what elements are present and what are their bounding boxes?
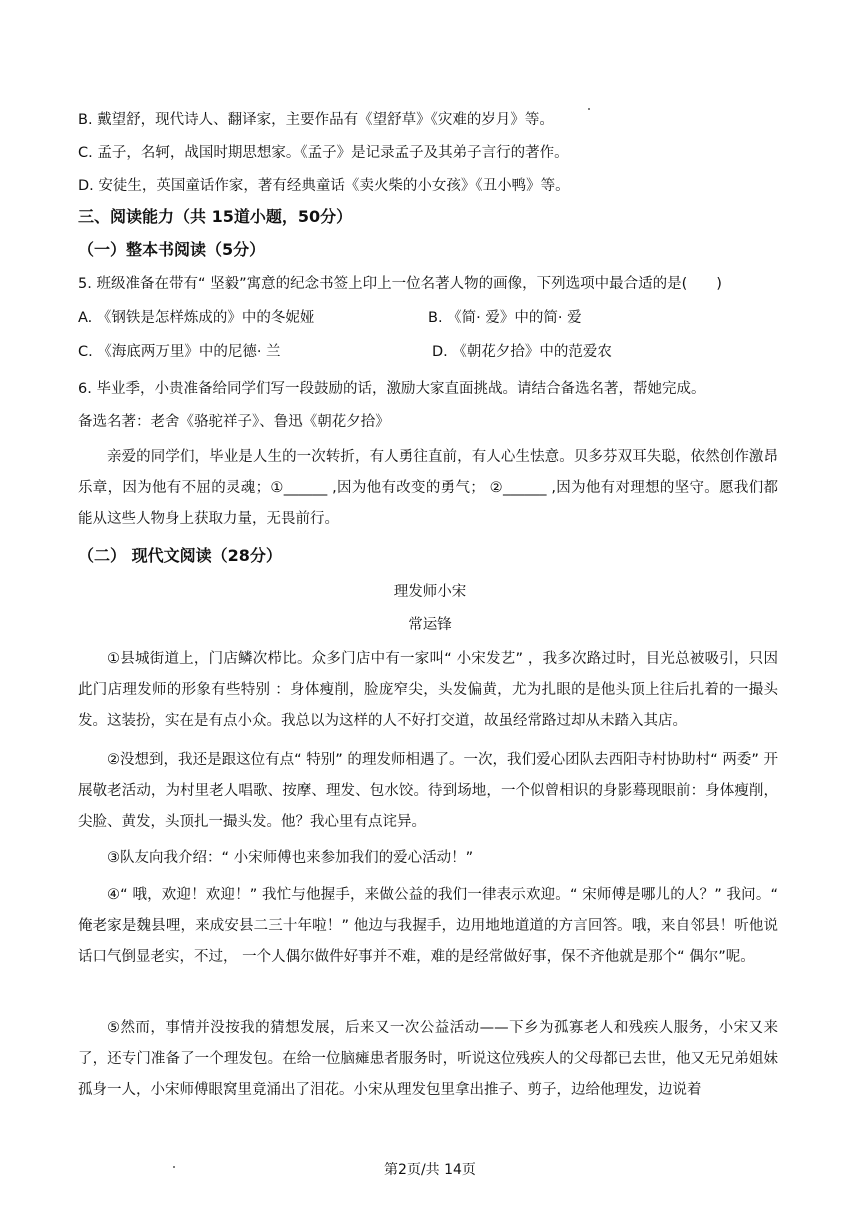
question-5-option-a: A. 《钢铁是怎样炼成的》中的冬妮娅: [78, 310, 315, 326]
question-5-option-c: C. 《海底两万里》中的尼德· 兰: [78, 344, 281, 360]
paragraph-text: ①县城街道上，门店鳞次栉比。众多门店中有一家叫“ 小宋发艺” ，我多次路过时，目光总被吸引，只因此门店理发师的形象有些特别 ：身体瘦削，脸庞窄尖，头发偏黄，尤为扎眼的是他头顶上往后扎着的一撮头发。这装扮，实在是有点小众。我总以为这样的人不好打交道，故虽经常路过却从未踏入其店。: [78, 651, 778, 729]
paragraph-text: ⑤然而，事情并没按我的猜想发展，后来又一次公益活动——下乡为孤寡老人和残疾人服务，小宋又来了，还专门准备了一个理发包。在给一位脑瘫患者服务时，听说这位残疾人的父母都已去世，他又无兄弟姐妹孤身一人，小宋师傅眼窝里竟涌出了泪花。小宋从理发包里拿出推子、剪子，边给他理发，边说着: [78, 1020, 778, 1098]
paragraph-text: ③队友向我介绍：“ 小宋师傅也来参加我们的爱心活动！”: [107, 850, 474, 866]
decorative-dot: [588, 108, 590, 110]
subsection-heading-whole-book: （一）整本书阅读（5分）: [78, 240, 266, 259]
article-paragraph-3: [78, 843, 778, 874]
question-6-stem: 6. 毕业季，小贵准备给同学们写一段鼓励的话，激励大家直面挑战。请结合备选名著，帮她完成。: [78, 381, 706, 397]
question-6-candidates: 备选名著：老舍《骆驼祥子》、鲁迅《朝花夕拾》: [78, 414, 390, 430]
section-heading: 三、阅读能力（共 15道小题，50分）: [78, 207, 353, 226]
option-d: D. 安徒生，英国童话作家，著有经典童话《卖火柴的小女孩》《丑小鸭》等。: [78, 178, 570, 194]
question-5-option-b: B. 《简· 爱》中的简· 爱: [428, 310, 582, 326]
article-paragraph-4: [78, 880, 778, 973]
subsection-heading-modern-text: （二） 现代文阅读（28分）: [78, 546, 282, 565]
question-6-passage: [78, 442, 778, 535]
article-paragraph-2: [78, 745, 778, 838]
page-footer: 第2页/共 14页: [384, 1162, 476, 1178]
question-6-passage-text: 亲爱的同学们，毕业是人生的一次转折，有人勇往直前，有人心生怯意。贝多芬双耳失聪，依然创作激昂乐章，因为他有不屈的灵魂；①______ ,因为他有改变的勇气； ②______ ,因为他有对理想的坚守。愿我们都能从这些人物身上获取力量，无畏前行。: [78, 449, 778, 527]
article-paragraph-1: [78, 644, 778, 737]
question-5-stem: 5. 班级准备在带有“ 坚毅”寓意的纪念书签上印上一位名著人物的画像，下列选项中最合适的是( ): [78, 276, 722, 292]
paragraph-text: ②没想到，我还是跟这位有点“ 特别” 的理发师相遇了。一次，我们爱心团队去西阳寺村协助村“ 两委” 开展敬老活动，为村里老人唱歌、按摩、理发、包水饺。待到场地，一个似曾相识的身影蓦现眼前：身体瘦削，尖脸、黄发，头顶扎一撮头发。他？我心里有点诧异。: [78, 752, 778, 830]
paragraph-text: ④“ 哦，欢迎！欢迎！” 我忙与他握手，来做公益的我们一律表示欢迎。“ 宋师傅是哪儿的人？” 我问。“ 俺老家是魏县哩，来成安县二三十年啦！” 他边与我握手，边用地地道道的方言回答。哦，来自邻县！听他说话口气倒显老实，不过， 一个人偶尔做件好事并不难，难的是经常做好事，保不齐他就是那个“ 偶尔”呢。: [78, 887, 778, 965]
article-title: 理发师小宋: [393, 584, 467, 600]
article-author: 常运锋: [408, 617, 452, 633]
question-5-option-d: D. 《朝花夕拾》中的范爱农: [432, 344, 612, 360]
option-c: C. 孟子，名轲，战国时期思想家。《孟子》是记录孟子及其弟子言行的著作。: [78, 145, 569, 161]
option-b: B. 戴望舒，现代诗人、翻译家，主要作品有《望舒草》《灾难的岁月》等。: [78, 112, 554, 128]
article-paragraph-5: [78, 1013, 778, 1106]
